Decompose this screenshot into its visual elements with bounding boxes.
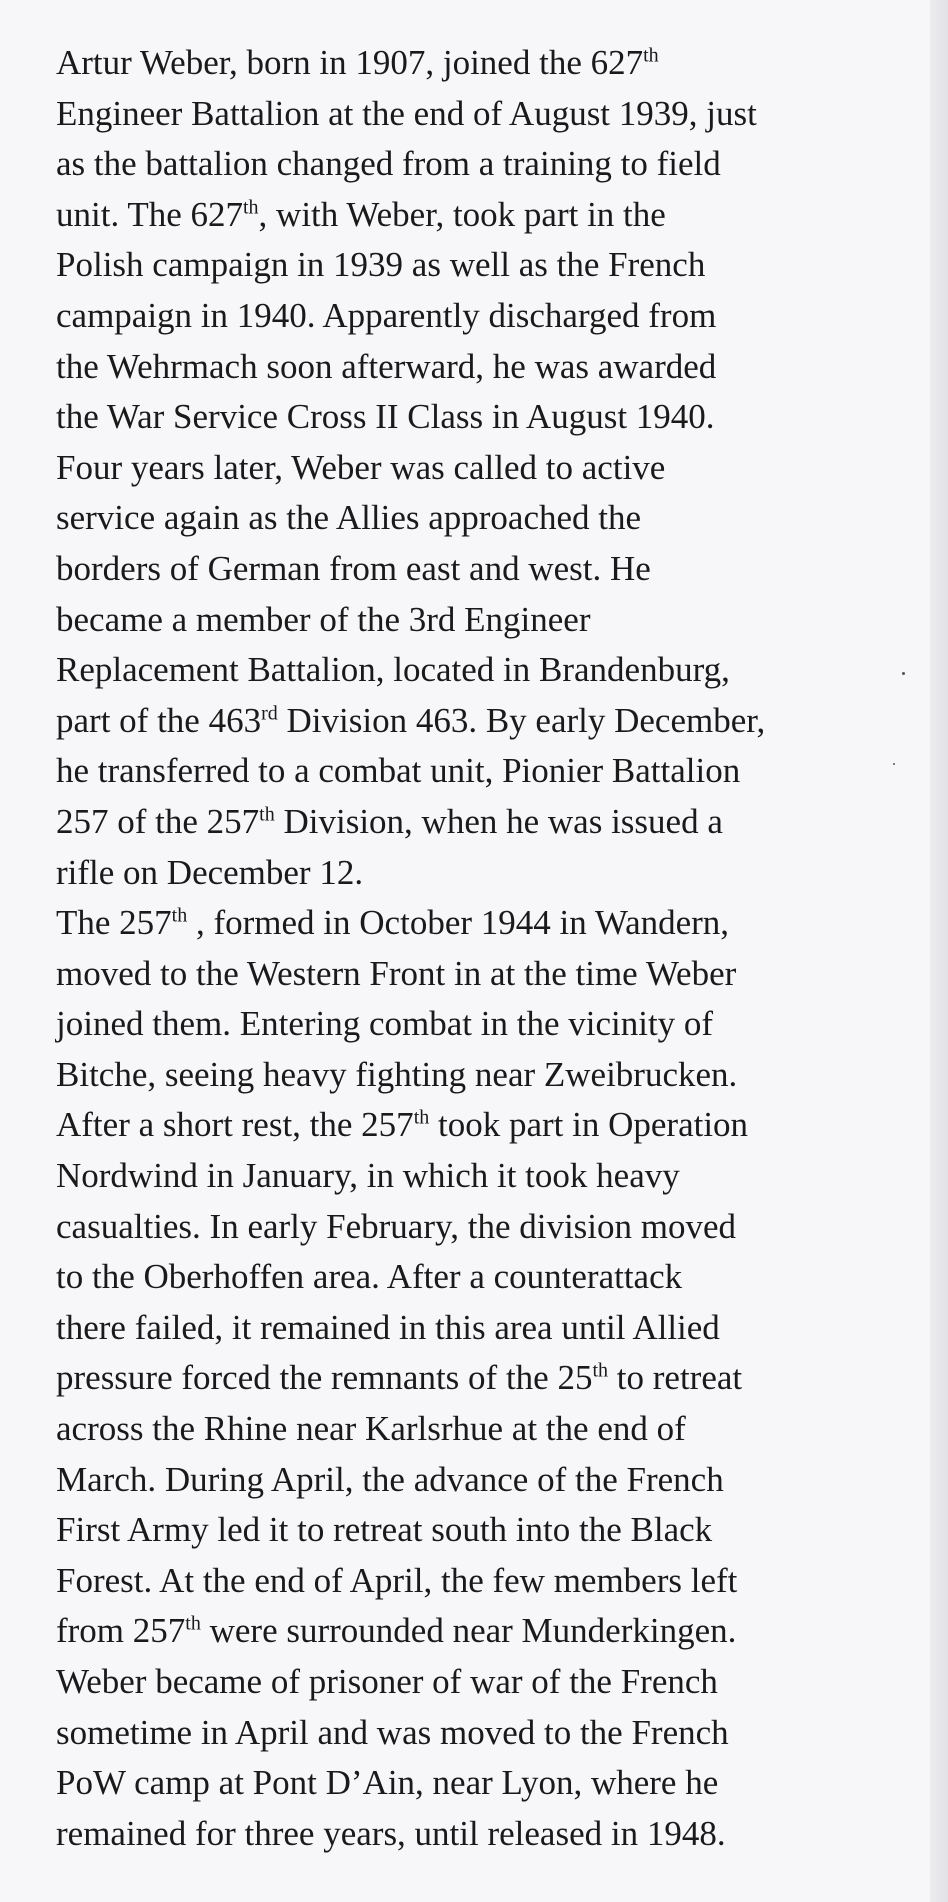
text-line [56, 797, 916, 848]
text-line [56, 999, 916, 1050]
text-run: he transferred to a combat unit, Pionier Battalion [56, 751, 741, 791]
text-run: , with Weber, took part in the [258, 194, 666, 234]
text-line [56, 342, 916, 393]
scan-speck [902, 672, 905, 675]
text-line [56, 1708, 916, 1759]
text-line [56, 1758, 916, 1809]
text-line [56, 1556, 916, 1607]
text-run: Replacement Battalion, located in Brandenburg, [56, 650, 730, 690]
text-run: Weber became of prisoner of war of the French [56, 1662, 718, 1701]
text-run: Artur Weber, born in 1907, joined the 627 [56, 43, 644, 82]
text-line [56, 898, 916, 949]
text-run: joined them. Entering combat in the vicinity of [56, 1004, 714, 1044]
scan-speck [893, 763, 895, 765]
text-run: became a member of the 3rd Engineer [56, 599, 591, 639]
text-line [56, 443, 916, 494]
text-line [56, 1050, 916, 1101]
body-text [56, 38, 916, 1859]
text-run: , formed in October 1944 in Wandern, [187, 903, 730, 943]
text-line [56, 645, 916, 696]
text-line [56, 696, 916, 747]
text-line [56, 1809, 916, 1860]
ordinal-suffix: rd [261, 702, 278, 725]
text-run: Forest. At the end of April, the few members left [56, 1560, 738, 1600]
text-run: moved to the Western Front in at the time Weber [56, 953, 737, 993]
text-line [56, 89, 916, 140]
text-run: PoW camp at Pont D’Ain, near Lyon, where he [56, 1763, 719, 1803]
text-line [56, 190, 916, 241]
text-run: Four years later, Weber was called to active [56, 447, 666, 487]
ordinal-suffix: th [185, 1612, 201, 1635]
text-line [56, 1252, 916, 1303]
ordinal-suffix: th [643, 44, 659, 67]
text-line [56, 1505, 916, 1556]
text-run: March. During April, the advance of the French [56, 1459, 724, 1499]
text-line [56, 1151, 916, 1202]
text-line [56, 544, 916, 595]
text-line [56, 1353, 916, 1404]
text-run: to retreat [608, 1358, 743, 1398]
text-run: sometime in April and was moved to the French [56, 1712, 729, 1752]
text-run: the War Service Cross II Class in August 1940. [56, 397, 715, 437]
text-line [56, 1455, 916, 1506]
text-run: Polish campaign in 1939 as well as the French [56, 245, 706, 285]
text-run: part of the 463 [56, 700, 262, 740]
ordinal-suffix: th [242, 196, 259, 219]
text-run: service again as the Allies approached the [56, 498, 642, 538]
text-run: Nordwind in January, in which it took heavy [56, 1156, 680, 1196]
text-run: as the battalion changed from a training to field [56, 144, 721, 184]
ordinal-suffix: th [592, 1359, 609, 1382]
text-line [56, 949, 916, 1000]
text-run: to the Oberhoffen area. After a counterattack [56, 1257, 683, 1297]
text-run: 257 of the 257 [56, 801, 260, 841]
ordinal-suffix: th [413, 1106, 430, 1129]
text-run: were surrounded near Munderkingen. [200, 1611, 737, 1651]
text-line [56, 848, 916, 899]
text-line [56, 392, 916, 443]
text-run: across the Rhine near Karlsrhue at the end of [56, 1409, 686, 1449]
text-line [56, 1303, 916, 1354]
text-run: Division 463. By early December, [277, 700, 766, 740]
text-run: Engineer Battalion at the end of August 1939, just [56, 93, 757, 133]
text-run: took part in Operation [429, 1105, 749, 1145]
text-run: rifle on December 12. [56, 852, 364, 892]
text-line [56, 38, 916, 89]
text-run: Bitche, seeing heavy fighting near Zweibrucken. [56, 1054, 738, 1094]
text-run: After a short rest, the 257 [56, 1105, 414, 1145]
text-line [56, 1606, 916, 1657]
text-line [56, 595, 916, 646]
text-run: borders of German from east and west. He [56, 548, 651, 588]
text-line [56, 240, 916, 291]
text-run: Division, when he was issued a [274, 801, 723, 841]
text-run: the Wehrmach soon afterward, he was awarded [56, 346, 717, 386]
text-run: casualties. In early February, the division moved [56, 1206, 737, 1246]
text-run: remained for three years, until released in 1948. [56, 1813, 726, 1853]
ordinal-suffix: th [171, 904, 188, 927]
page-edge [930, 0, 948, 1902]
text-line [56, 493, 916, 544]
text-run: First Army led it to retreat south into the Black [56, 1510, 713, 1550]
text-run: pressure forced the remnants of the 25 [56, 1358, 593, 1398]
text-run: there failed, it remained in this area until Allied [56, 1307, 720, 1347]
text-line [56, 1404, 916, 1455]
text-run: The 257 [56, 903, 172, 943]
text-run: campaign in 1940. Apparently discharged from [56, 295, 717, 335]
text-line [56, 139, 916, 190]
ordinal-suffix: th [259, 803, 275, 826]
text-run: unit. The 627 [56, 194, 243, 234]
text-line [56, 746, 916, 797]
text-line [56, 291, 916, 342]
text-run: from 257 [56, 1611, 186, 1651]
text-line [56, 1100, 916, 1151]
text-line [56, 1202, 916, 1253]
text-line [56, 1657, 916, 1708]
